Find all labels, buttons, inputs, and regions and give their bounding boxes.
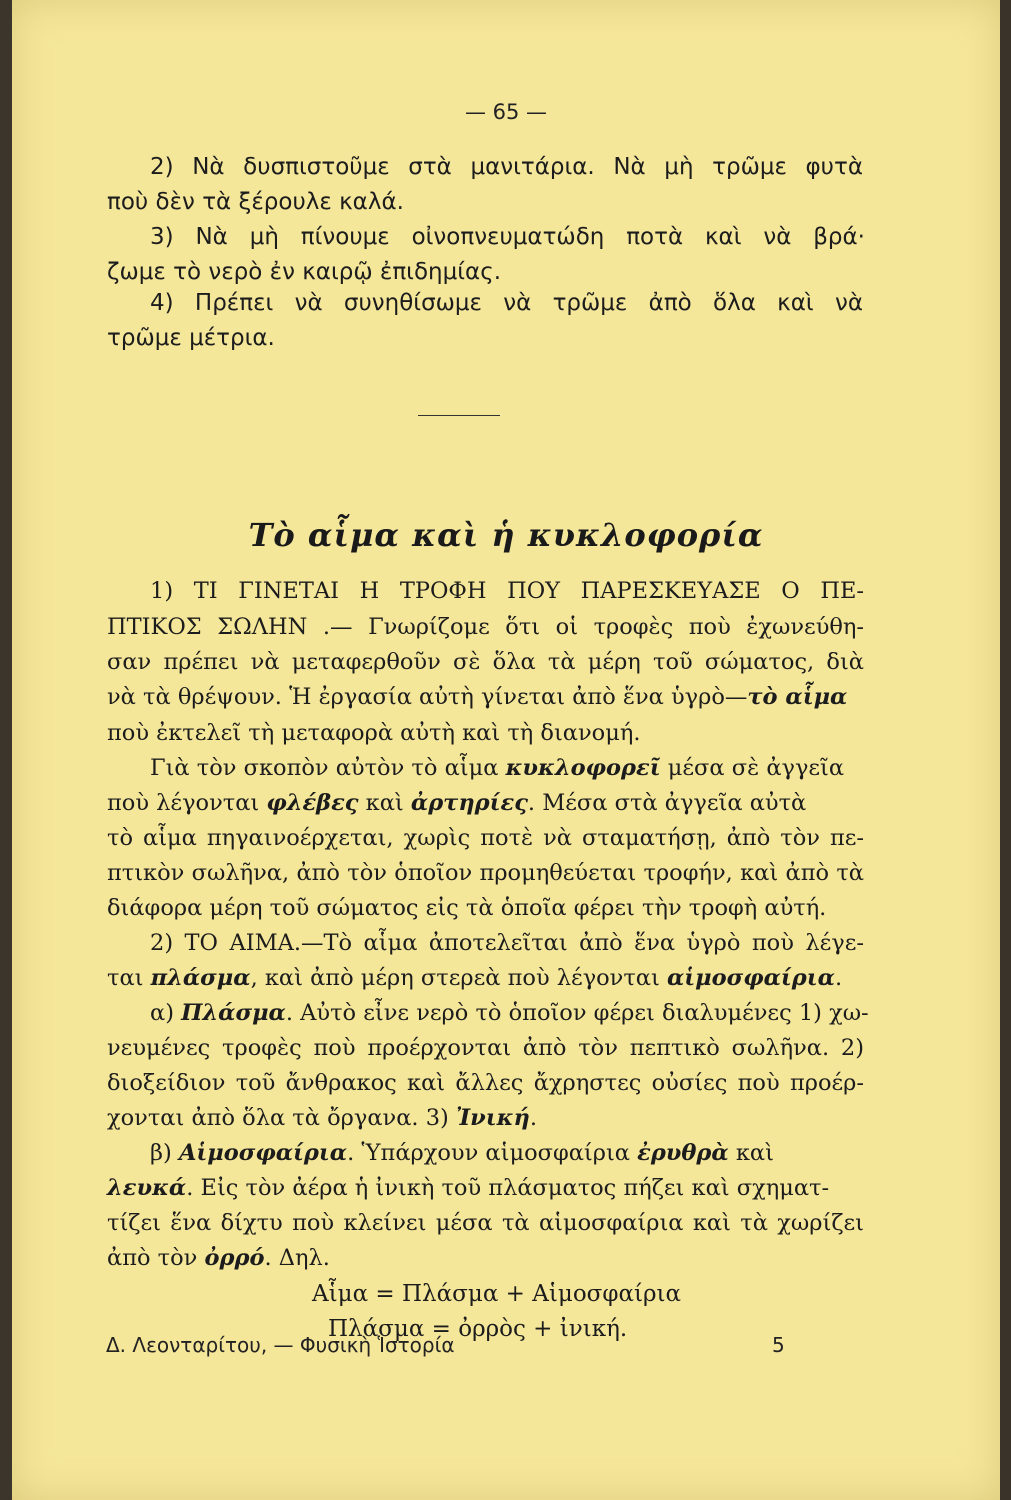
- body-line: χονται ἀπὸ ὅλα τὰ ὄργανα. 3) Ἰνική.: [107, 1105, 537, 1131]
- term-arteries: ἀρτηρίες: [410, 790, 528, 816]
- body-line: λευκά. Εἰς τὸν ἀέρα ἡ ἰνικὴ τοῦ πλάσματος πήζει καὶ σχηματ-: [107, 1175, 830, 1201]
- term-blood-cells-heading: Αἱμοσφαίρια: [178, 1140, 348, 1166]
- list-line-6: τρῶμε μέτρια.: [107, 325, 275, 351]
- term-blood: τὸ αἷμα: [747, 684, 848, 710]
- book-page: [12, 0, 1000, 1500]
- body-line: 2) ΤΟ ΑΙΜΑ.—Τὸ αἷμα ἀποτελεῖται ἀπὸ ἕνα ὑγρὸ ποὺ λέγε-: [150, 930, 864, 956]
- term-plasma-heading: Πλάσμα: [181, 1000, 286, 1026]
- list-line-3: 3) Νὰ μὴ πίνουμε οἰνοπνευματώδη ποτὰ καὶ νὰ βρά·: [150, 224, 865, 250]
- term-white: λευκά: [107, 1175, 187, 1201]
- body-line: τὸ αἷμα πηγαινοέρχεται, χωρὶς ποτὲ νὰ σταματήσῃ, ἀπὸ τὸν πε-: [107, 825, 864, 851]
- body-line: ἀπὸ τὸν ὀρρό. Δηλ.: [107, 1245, 330, 1271]
- body-line: ΠΤΙΚΟΣ ΣΩΛΗΝ .— Γνωρίζομε ὅτι οἱ τροφὲς ποὺ ἐχωνεύθη-: [107, 614, 864, 640]
- body-line: 1) ΤΙ ΓΙΝΕΤΑΙ Η ΤΡΟΦΗ ΠΟΥ ΠΑΡΕΣΚΕΥΑΣΕ Ο ΠΕ-: [150, 578, 864, 604]
- list-line-4: ζωμε τὸ νερὸ ἐν καιρῷ ἐπιδημίας.: [107, 259, 501, 285]
- scan-left-edge: [0, 0, 12, 1500]
- term-fibrin: Ἰνική: [455, 1105, 530, 1131]
- body-line: διοξείδιον τοῦ ἄνθρακος καὶ ἄλλες ἄχρηστες οὐσίες ποὺ προέρ-: [107, 1070, 864, 1096]
- term-serum: ὀρρό: [204, 1245, 265, 1271]
- scan-right-edge: [1000, 0, 1011, 1500]
- body-line: τίζει ἕνα δίχτυ ποὺ κλείνει μέσα τὰ αἱμοσφαίρια καὶ τὰ χωρίζει: [107, 1210, 864, 1236]
- body-line: α) Πλάσμα. Αὐτὸ εἶνε νερὸ τὸ ὁποῖον φέρει διαλυμένες 1) χω-: [150, 1000, 869, 1026]
- body-line: νὰ τὰ θρέψουν. Ἡ ἐργασία αὐτὴ γίνεται ἀπὸ ἕνα ὑγρὸ—τὸ αἷμα: [107, 684, 848, 710]
- list-line-2: ποὺ δὲν τὰ ξέρουλε καλά.: [107, 189, 404, 215]
- body-line: διάφορα μέρη τοῦ σώματος εἰς τὰ ὁποῖα φέρει τὴν τροφὴ αὐτή.: [107, 895, 827, 921]
- equation-plasma: Πλάσμα = ὀρρὸς + ἰνική.: [328, 1316, 628, 1342]
- section-divider: [418, 415, 500, 416]
- body-line: πτικὸν σωλῆνα, ἀπὸ τὸν ὁποῖον προμηθεύεται τροφήν, καὶ ἀπὸ τὰ: [107, 860, 864, 886]
- section-title: Τὸ αἷμα καὶ ἡ κυκλοφορία: [248, 516, 764, 554]
- term-plasma: πλάσμα: [150, 965, 251, 991]
- equation-blood: Αἷμα = Πλάσμα + Αἱμοσφαίρια: [312, 1281, 682, 1307]
- term-circulates: κυκλοφορεῖ: [505, 755, 661, 781]
- body-line: ποὺ λέγονται φλέβες καὶ ἀρτηρίες. Μέσα στὰ ἀγγεῖα αὐτὰ: [107, 790, 807, 816]
- term-veins: φλέβες: [266, 790, 359, 816]
- body-line: β) Αἱμοσφαίρια. Ὑπάρχουν αἱμοσφαίρια ἐρυθρὰ καὶ: [150, 1140, 774, 1166]
- body-line: σαν πρέπει νὰ μεταφερθοῦν σὲ ὅλα τὰ μέρη τοῦ σώματος, διὰ: [107, 649, 864, 675]
- list-line-5: 4) Πρέπει νὰ συνηθίσωμε νὰ τρῶμε ἀπὸ ὅλα καὶ νὰ: [150, 290, 863, 316]
- body-line: Γιὰ τὸν σκοπὸν αὐτὸν τὸ αἷμα κυκλοφορεῖ μέσα σὲ ἀγγεῖα: [150, 755, 845, 781]
- footer-signature-number: 5: [772, 1333, 785, 1357]
- list-line-1: 2) Νὰ δυσπιστοῦμε στὰ μανιτάρια. Νὰ μὴ τρῶμε φυτὰ: [150, 154, 863, 180]
- term-red: ἐρυθρὰ: [637, 1140, 729, 1166]
- footer-author-title: Δ. Λεονταρίτου, — Φυσικὴ Ἱστορία: [106, 1333, 455, 1357]
- body-line: ποὺ ἐκτελεῖ τὴ μεταφορὰ αὐτὴ καὶ τὴ διανομή.: [107, 720, 641, 746]
- page-number: — 65 —: [464, 100, 548, 124]
- body-line: ται πλάσμα, καὶ ἀπὸ μέρη στερεὰ ποὺ λέγονται αἱμοσφαίρια.: [107, 965, 843, 991]
- term-blood-cells: αἱμοσφαίρια: [666, 965, 835, 991]
- body-line: νευμένες τροφὲς ποὺ προέρχονται ἀπὸ τὸν πεπτικὸ σωλῆνα. 2): [107, 1035, 864, 1061]
